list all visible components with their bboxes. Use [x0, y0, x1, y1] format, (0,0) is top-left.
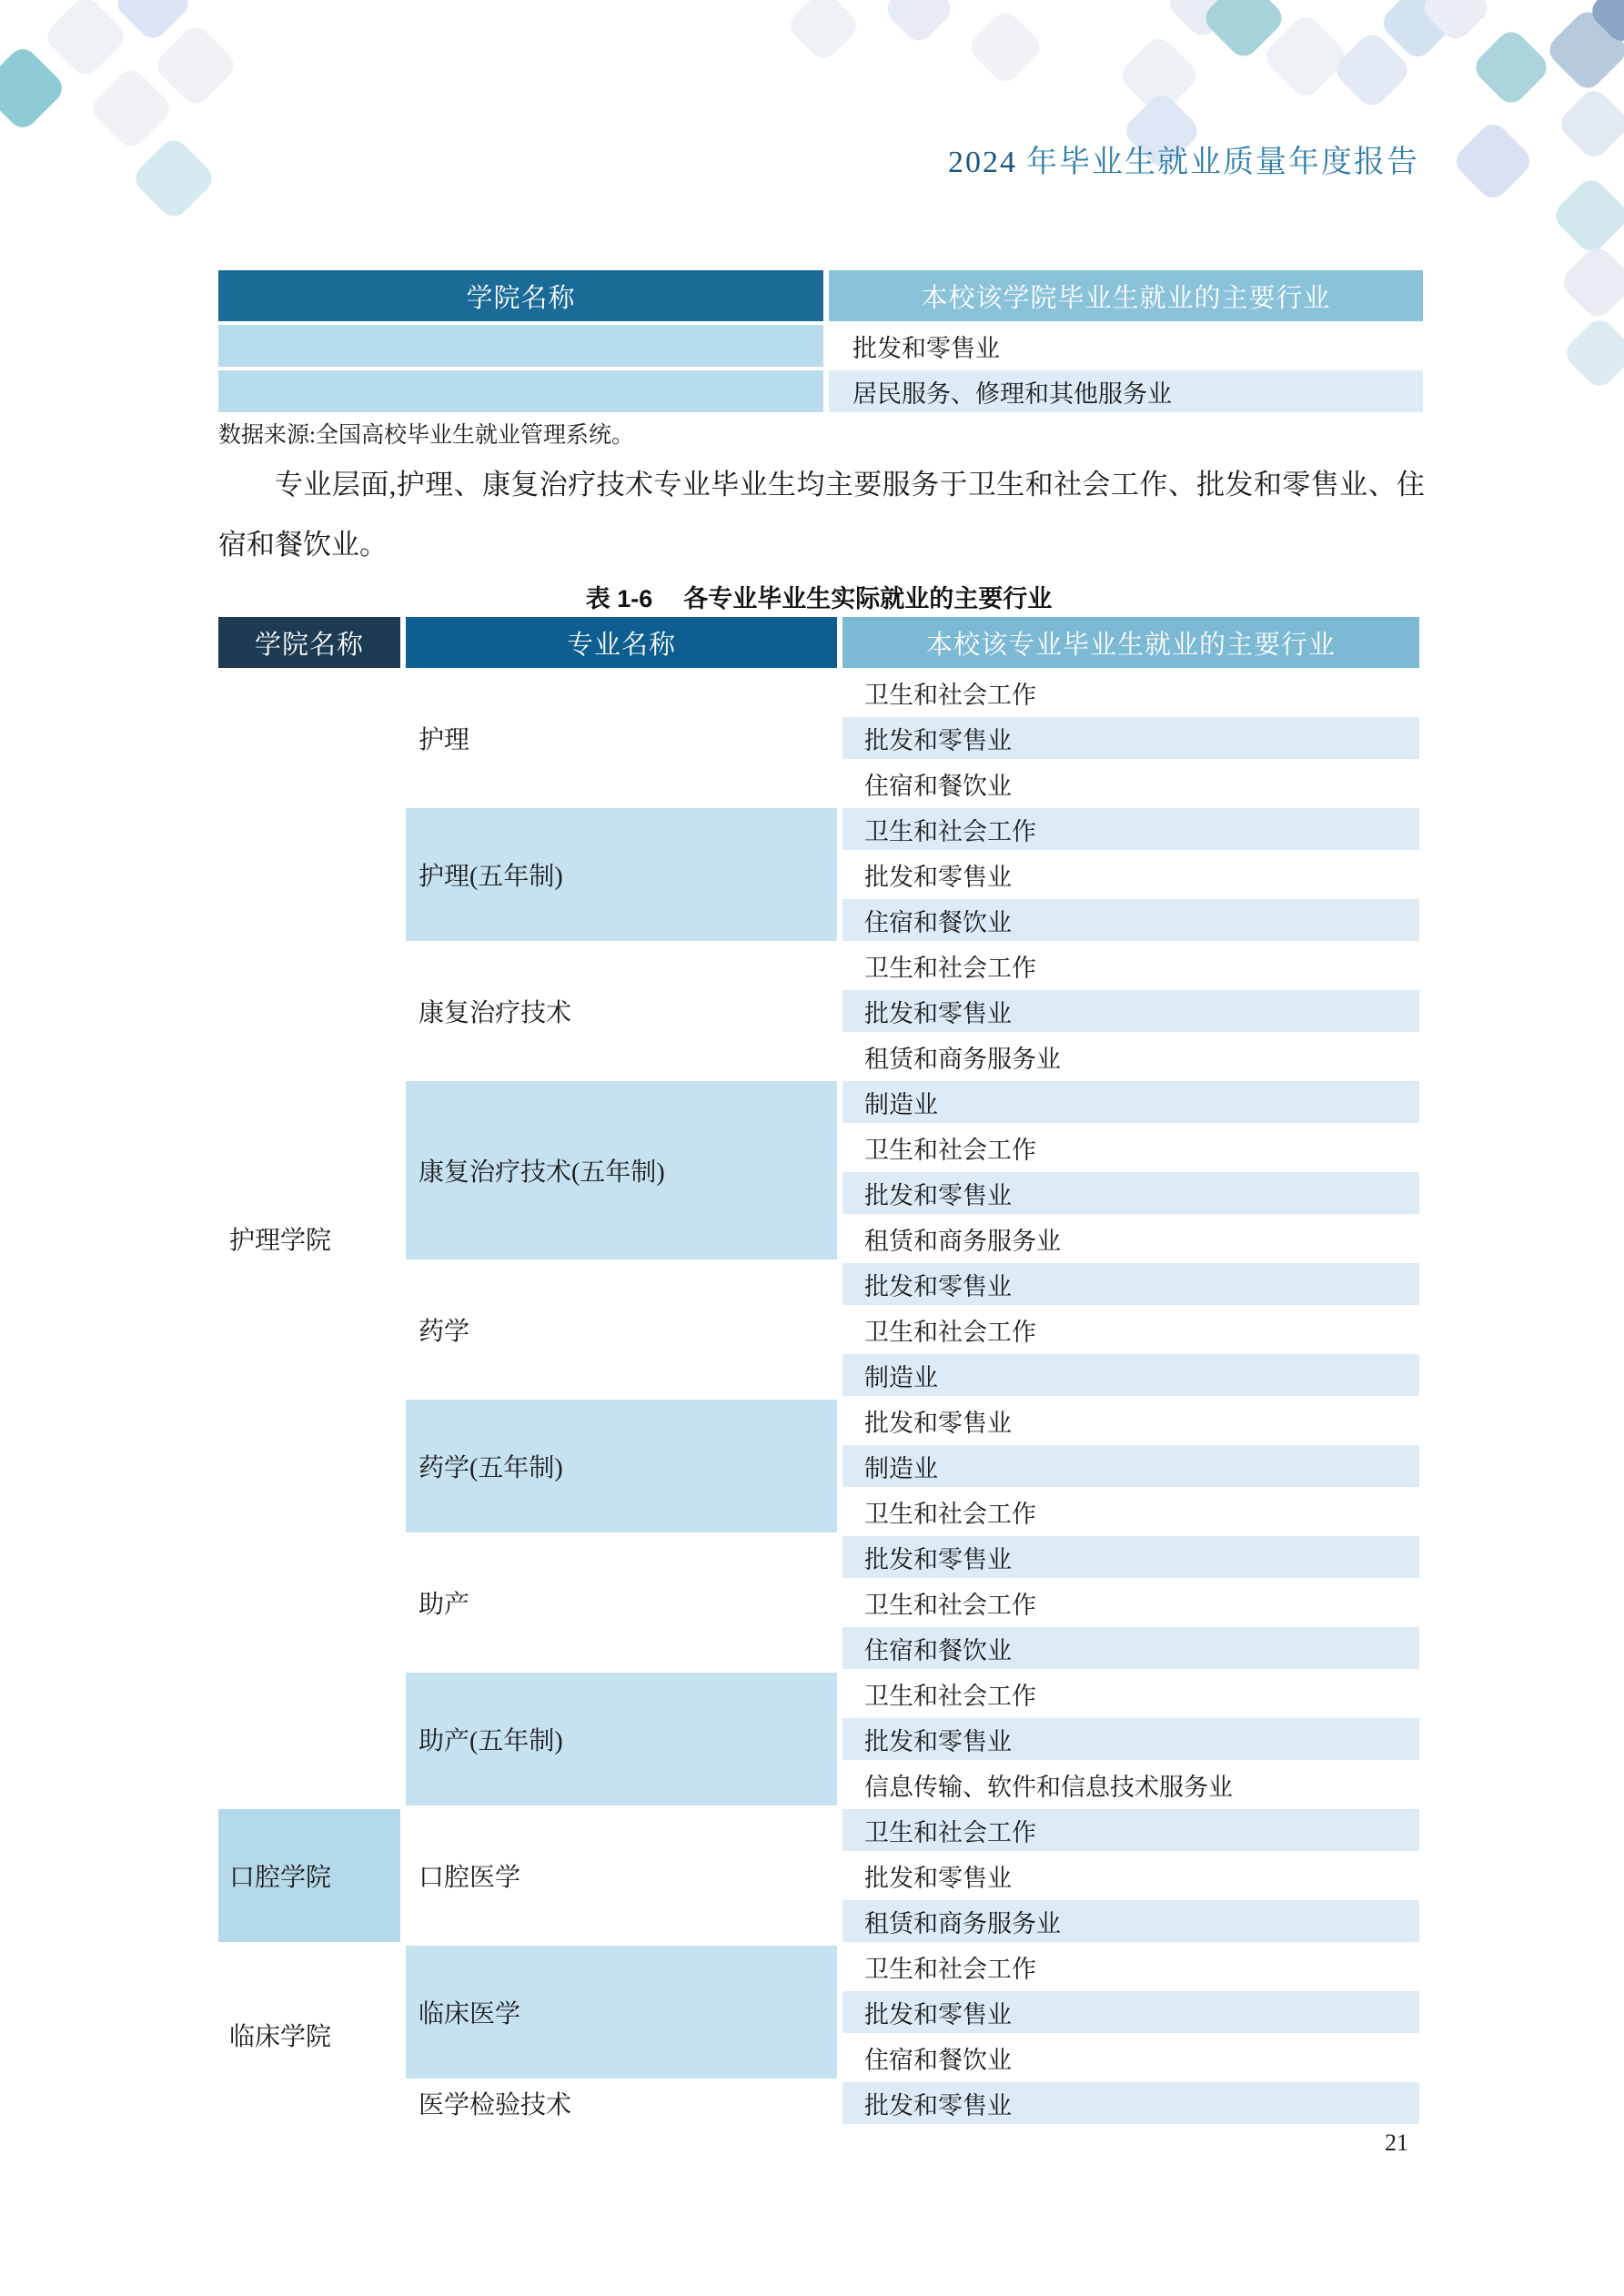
- industry-cell: 卫生和社会工作: [842, 1809, 1419, 1851]
- cyan-diamond: [1550, 175, 1624, 258]
- college-industry-table: [213, 267, 1428, 416]
- column-header-college: 学院名称: [218, 270, 823, 321]
- industry-cell: 住宿和餐饮业: [842, 2037, 1419, 2079]
- industry-cell: 制造业: [842, 1081, 1419, 1123]
- data-source-note: 数据来源:全国高校毕业生就业管理系统。: [218, 423, 634, 448]
- teal-diamond: [1470, 26, 1553, 109]
- gray-diamond: [785, 0, 862, 64]
- industry-cell: 批发和零售业: [842, 854, 1419, 895]
- major-cell: 护理(五年制): [406, 808, 837, 941]
- industry-cell: 制造业: [842, 1354, 1419, 1396]
- table-row: [218, 1946, 1419, 1988]
- industry-cell: 批发和零售业: [829, 325, 1423, 367]
- header-title-text: 年毕业生就业质量年度报告: [1026, 146, 1419, 179]
- industry-cell: 批发和零售业: [842, 1991, 1419, 2033]
- table-caption: [213, 579, 1425, 614]
- college-cell: [218, 325, 823, 367]
- table-row: [218, 325, 1423, 367]
- industry-cell: 批发和零售业: [842, 1718, 1419, 1760]
- periwinkle-diamond: [882, 0, 956, 46]
- industry-cell: 住宿和餐饮业: [842, 763, 1419, 804]
- gray-diamond: [965, 7, 1045, 87]
- table-caption-text: 各专业毕业生实际就业的主要行业: [683, 585, 1053, 612]
- teal-diamond: [0, 44, 67, 134]
- industry-cell: 制造业: [842, 1445, 1419, 1487]
- industry-cell: 批发和零售业: [842, 990, 1419, 1032]
- industry-cell: 卫生和社会工作: [842, 808, 1419, 850]
- page-header-title: [0, 137, 1419, 181]
- table-header-row: [218, 617, 1419, 668]
- industry-cell: 卫生和社会工作: [842, 1127, 1419, 1168]
- major-cell: 医学检验技术: [406, 2082, 837, 2124]
- industry-cell: 卫生和社会工作: [842, 1673, 1419, 1714]
- industry-cell: 租赁和商务服务业: [842, 1218, 1419, 1259]
- column-header: 专业名称: [406, 617, 837, 668]
- table-row: [218, 672, 1419, 713]
- industry-cell: 住宿和餐饮业: [842, 899, 1419, 941]
- college-cell: [218, 370, 823, 412]
- industry-cell: 批发和零售业: [842, 717, 1419, 759]
- industry-cell: 批发和零售业: [842, 1855, 1419, 1896]
- industry-cell: 批发和零售业: [842, 1536, 1419, 1578]
- major-cell: 助产: [406, 1536, 837, 1669]
- table-header-row: [218, 270, 1423, 321]
- major-industry-table: [213, 613, 1425, 2128]
- table-row: [218, 1809, 1419, 1851]
- page-number: 21: [1385, 2129, 1408, 2156]
- gray-diamond: [1556, 86, 1624, 163]
- column-header: 学院名称: [218, 617, 400, 668]
- industry-cell: 批发和零售业: [842, 2082, 1419, 2124]
- body-paragraph: 专业层面,护理、康复治疗技术专业毕业生均主要服务于卫生和社会工作、批发和零售业、住宿和餐饮业。: [218, 469, 1425, 561]
- industry-cell: 批发和零售业: [842, 1263, 1419, 1305]
- table-row: [218, 370, 1423, 412]
- industry-cell: 住宿和餐饮业: [842, 1627, 1419, 1669]
- column-header: 本校该专业毕业生就业的主要行业: [842, 617, 1419, 668]
- column-header-industry: 本校该学院毕业生就业的主要行业: [829, 270, 1423, 321]
- major-cell: 康复治疗技术: [406, 945, 837, 1077]
- cyan-diamond: [1561, 315, 1624, 392]
- major-cell: 助产(五年制): [406, 1673, 837, 1805]
- major-cell: 护理: [406, 672, 837, 804]
- industry-cell: 卫生和社会工作: [842, 1946, 1419, 1988]
- major-cell: 药学(五年制): [406, 1400, 837, 1532]
- major-cell: 药学: [406, 1263, 837, 1396]
- college-cell: 护理学院: [218, 672, 400, 1805]
- gray-diamond: [1558, 242, 1624, 322]
- major-cell: 康复治疗技术(五年制): [406, 1081, 837, 1259]
- industry-cell: 批发和零售业: [842, 1172, 1419, 1214]
- header-year: 2024: [948, 146, 1017, 179]
- industry-cell: 卫生和社会工作: [842, 1491, 1419, 1532]
- gray-diamond: [152, 22, 239, 109]
- college-cell: 临床学院: [218, 1946, 400, 2124]
- major-cell: 口腔医学: [406, 1809, 837, 1942]
- industry-cell: 租赁和商务服务业: [842, 1900, 1419, 1942]
- industry-cell: 信息传输、软件和信息技术服务业: [842, 1764, 1419, 1805]
- major-cell: 临床医学: [406, 1946, 837, 2079]
- industry-cell: 租赁和商务服务业: [842, 1036, 1419, 1077]
- college-cell: 口腔学院: [218, 1809, 400, 1942]
- industry-cell: 批发和零售业: [842, 1400, 1419, 1441]
- industry-cell: 卫生和社会工作: [842, 1309, 1419, 1350]
- table-caption-number: 表 1-6: [585, 585, 653, 612]
- industry-cell: 卫生和社会工作: [842, 1582, 1419, 1623]
- periwinkle-diamond: [1450, 118, 1535, 203]
- industry-cell: 卫生和社会工作: [842, 672, 1419, 713]
- industry-cell: 居民服务、修理和其他服务业: [829, 370, 1423, 412]
- industry-cell: 卫生和社会工作: [842, 945, 1419, 986]
- gray-diamond: [42, 0, 129, 80]
